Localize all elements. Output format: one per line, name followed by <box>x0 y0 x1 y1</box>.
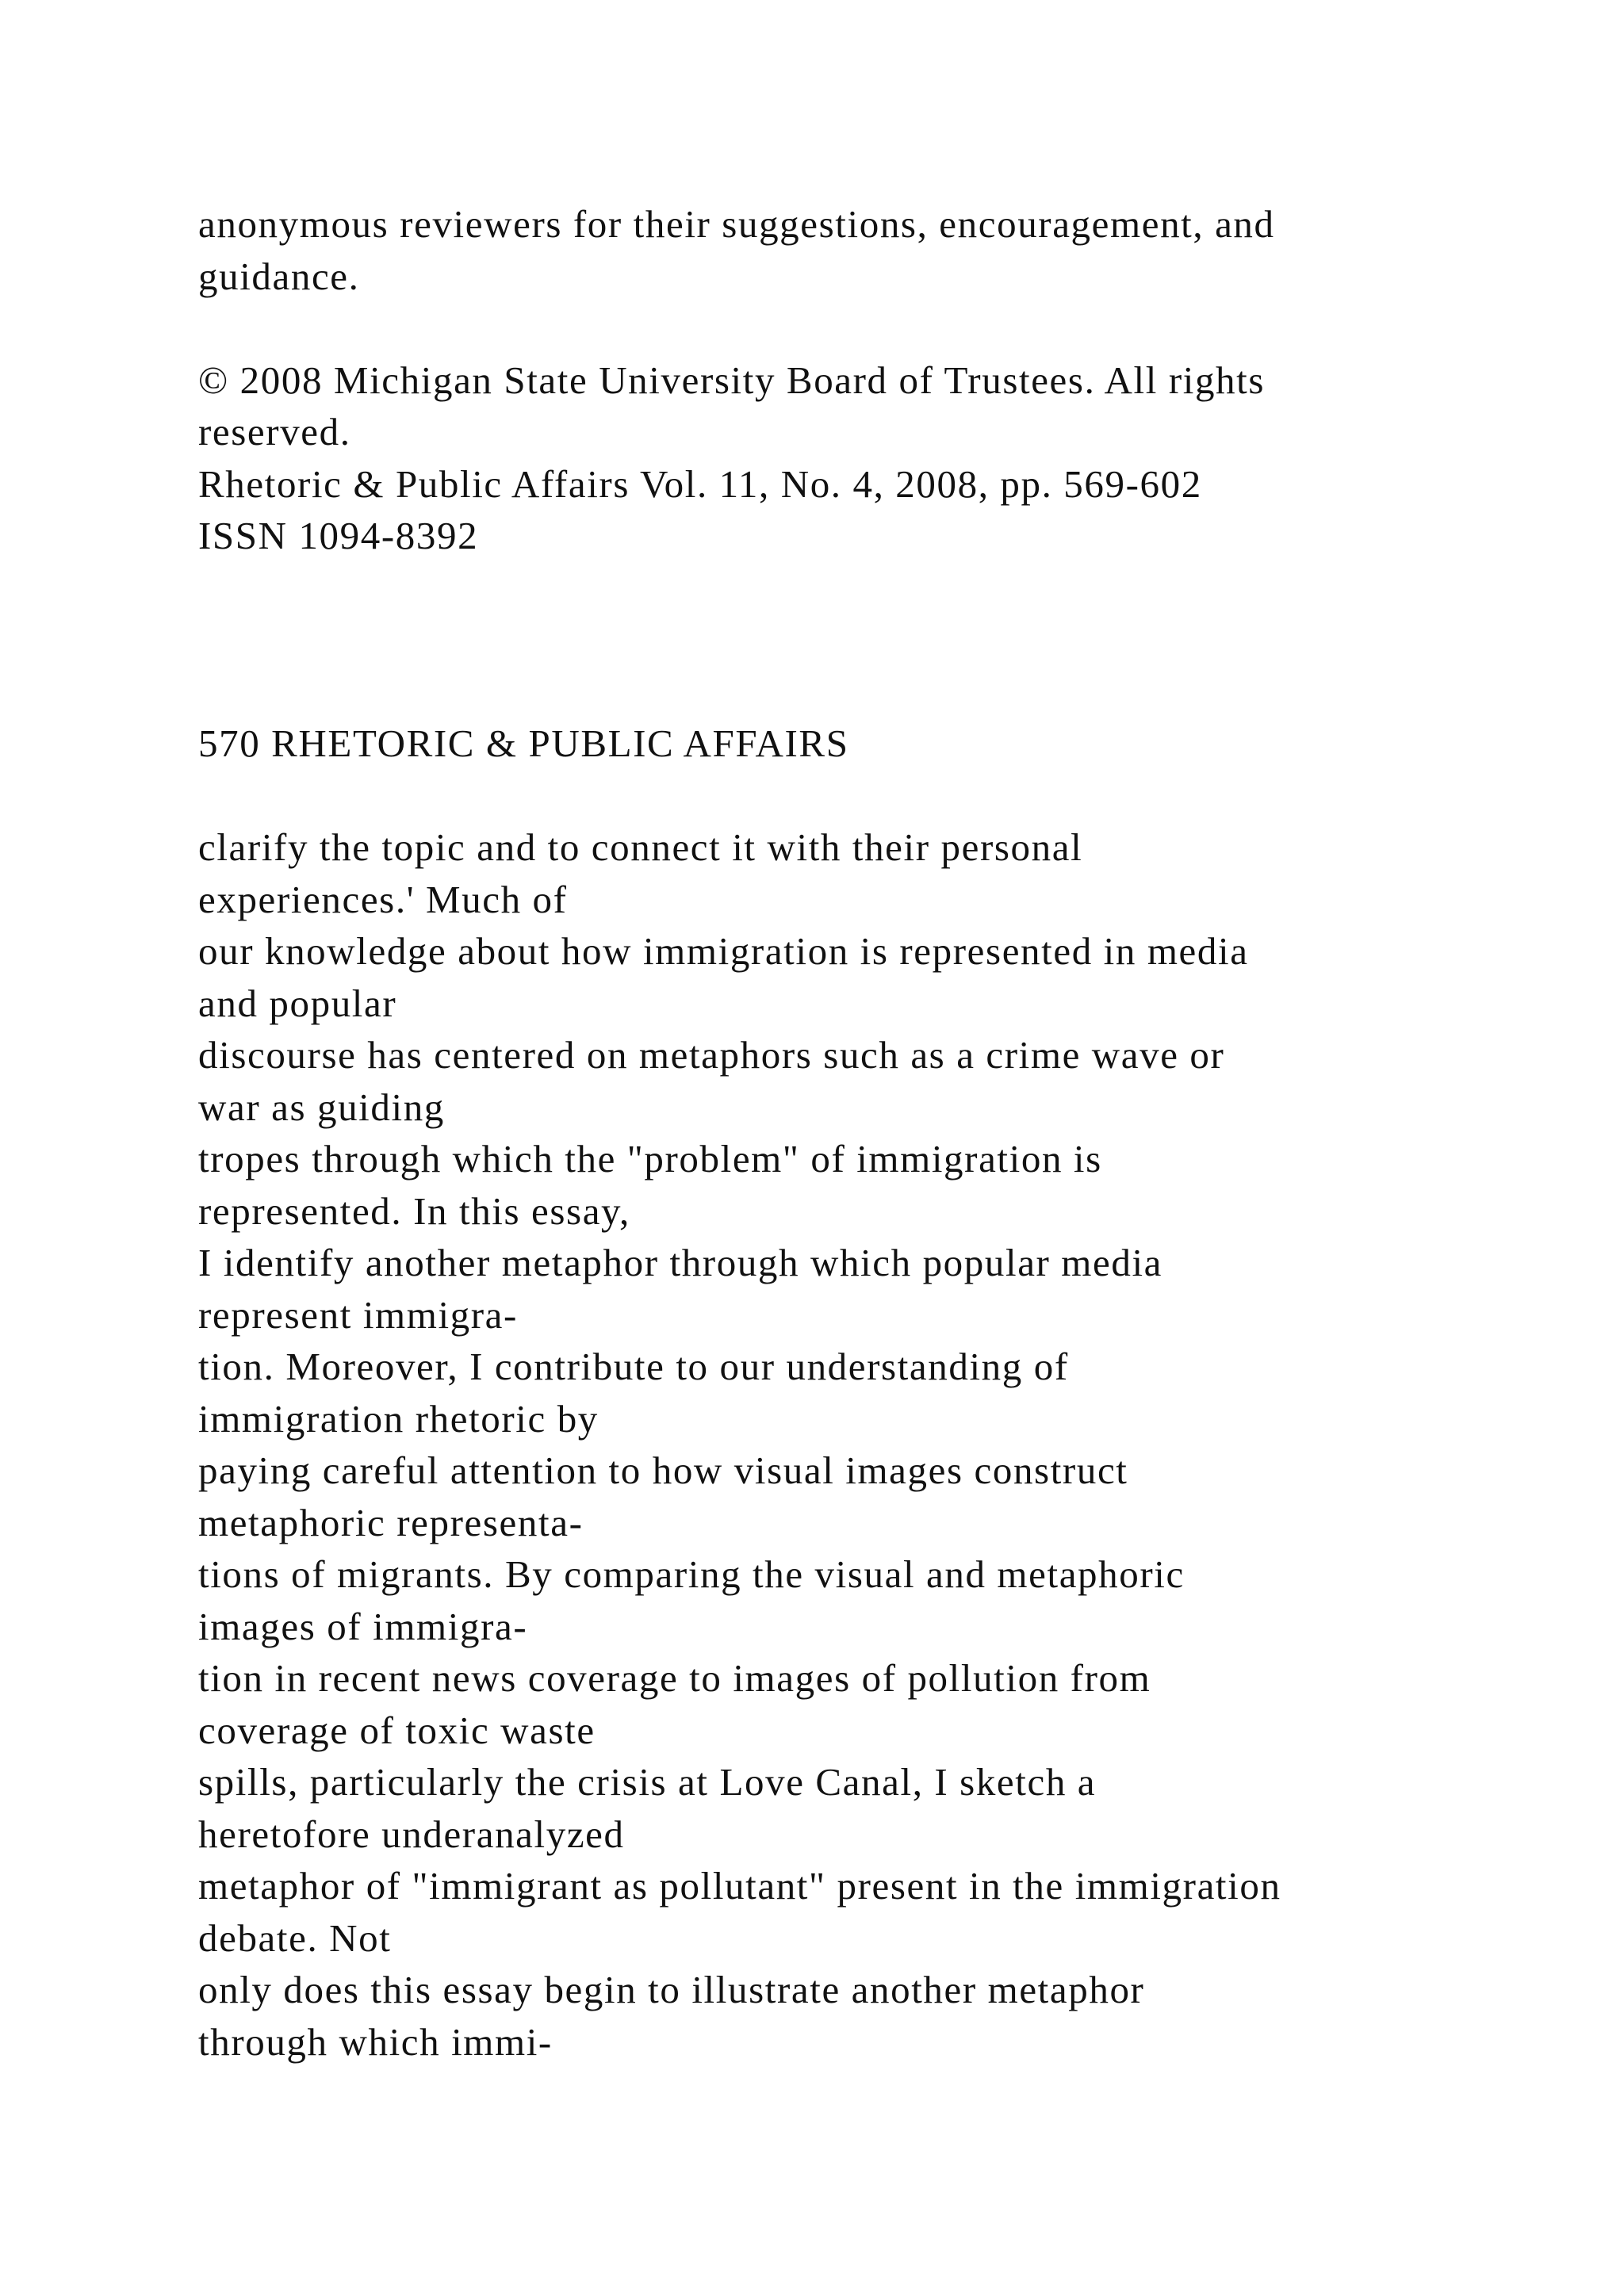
text-line: reserved. <box>198 410 351 453</box>
document-page <box>198 198 1515 2068</box>
text-line: tion. Moreover, I contribute to our understanding of <box>198 1345 1069 1388</box>
text-line: heretofore underanalyzed <box>198 1812 625 1856</box>
text-line: debate. Not <box>198 1915 392 1960</box>
text-line: represent immigra- <box>198 1292 518 1337</box>
running-header: 570 RHETORIC & PUBLIC AFFAIRS <box>198 721 849 765</box>
acknowledgment-paragraph <box>198 198 1515 302</box>
text-line: metaphor of "immigrant as pollutant" present in the immigration <box>198 1864 1281 1908</box>
text-line: and popular <box>198 981 397 1025</box>
text-line: discourse has centered on metaphors such as a crime wave or <box>198 1033 1225 1077</box>
paragraph-gap <box>198 302 1515 354</box>
text-line: through which immi- <box>198 2019 553 2064</box>
text-line: our knowledge about how immigration is represented in media <box>198 929 1249 973</box>
text-line: © 2008 Michigan State University Board of Trustees. All rights <box>198 358 1266 402</box>
text-line: ISSN 1094-8392 <box>198 514 479 557</box>
text-line: experiences.' Much of <box>198 877 568 921</box>
text-line: clarify the topic and to connect it with their personal <box>198 825 1083 869</box>
text-line: anonymous reviewers for their suggestions, encouragement, and <box>198 202 1275 246</box>
body-paragraph <box>198 821 1515 2068</box>
page-break-gap <box>198 562 1515 718</box>
text-line: only does this essay begin to illustrate another metaphor <box>198 1968 1145 2011</box>
text-line: I identify another metaphor through which popular media <box>198 1241 1163 1284</box>
text-line: tions of migrants. By comparing the visual and metaphoric <box>198 1552 1185 1596</box>
text-line: images of immigra- <box>198 1604 528 1648</box>
text-line: immigration rhetoric by <box>198 1396 599 1441</box>
text-line: Rhetoric & Public Affairs Vol. 11, No. 4, 2008, pp. 569-602 <box>198 461 1202 506</box>
text-line: represented. In this essay, <box>198 1188 630 1233</box>
text-line: paying careful attention to how visual images construct <box>198 1448 1128 1492</box>
text-line: metaphoric representa- <box>198 1500 584 1544</box>
text-line: war as guiding <box>198 1085 445 1129</box>
text-line: spills, particularly the crisis at Love Canal, I sketch a <box>198 1760 1097 1804</box>
copyright-block <box>198 354 1515 562</box>
text-line: tropes through which the "problem" of immigration is <box>198 1137 1102 1181</box>
text-line: tion in recent news coverage to images of pollution from <box>198 1656 1151 1700</box>
text-line: guidance. <box>198 254 360 298</box>
text-line: coverage of toxic waste <box>198 1708 596 1752</box>
paragraph-gap <box>198 770 1515 822</box>
